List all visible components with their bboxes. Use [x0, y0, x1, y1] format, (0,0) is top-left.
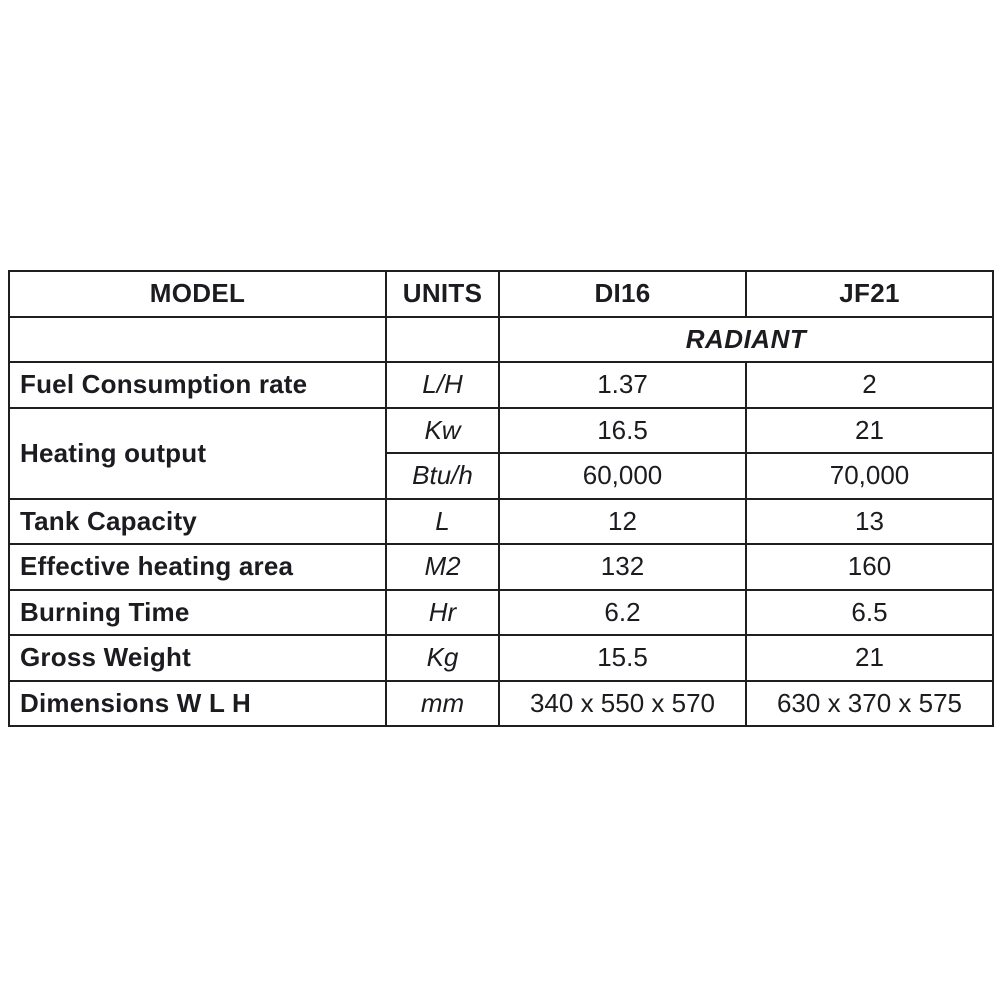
- row-label-gross-weight: Gross Weight: [9, 635, 386, 681]
- type-row-units-cell: [386, 317, 499, 363]
- header-jf21: JF21: [746, 271, 993, 317]
- unit-burning-time: Hr: [386, 590, 499, 636]
- header-units: UNITS: [386, 271, 499, 317]
- unit-dimensions: mm: [386, 681, 499, 727]
- jf21-heating-output-btu: 70,000: [746, 453, 993, 499]
- unit-heating-output-kw: Kw: [386, 408, 499, 454]
- row-label-dimensions: Dimensions W L H: [9, 681, 386, 727]
- table-row-fuel-consumption: [9, 362, 993, 408]
- table-row-burning-time: [9, 590, 993, 636]
- jf21-dimensions: 630 x 370 x 575: [746, 681, 993, 727]
- type-row: [9, 317, 993, 363]
- header-model: MODEL: [9, 271, 386, 317]
- di16-tank-capacity: 12: [499, 499, 746, 545]
- jf21-tank-capacity: 13: [746, 499, 993, 545]
- row-label-effective-heating-area: Effective heating area: [9, 544, 386, 590]
- di16-burning-time: 6.2: [499, 590, 746, 636]
- jf21-fuel-consumption: 2: [746, 362, 993, 408]
- header-row: [9, 271, 993, 317]
- jf21-effective-heating-area: 160: [746, 544, 993, 590]
- unit-effective-heating-area: M2: [386, 544, 499, 590]
- row-label-fuel-consumption: Fuel Consumption rate: [9, 362, 386, 408]
- table-row-dimensions: [9, 681, 993, 727]
- di16-heating-output-kw: 16.5: [499, 408, 746, 454]
- row-label-heating-output: Heating output: [9, 408, 386, 499]
- row-label-tank-capacity: Tank Capacity: [9, 499, 386, 545]
- jf21-heating-output-kw: 21: [746, 408, 993, 454]
- table-row-gross-weight: [9, 635, 993, 681]
- di16-heating-output-btu: 60,000: [499, 453, 746, 499]
- unit-gross-weight: Kg: [386, 635, 499, 681]
- unit-fuel-consumption: L/H: [386, 362, 499, 408]
- di16-gross-weight: 15.5: [499, 635, 746, 681]
- header-di16: DI16: [499, 271, 746, 317]
- unit-tank-capacity: L: [386, 499, 499, 545]
- type-row-model-cell: [9, 317, 386, 363]
- heater-type-cell: RADIANT: [499, 317, 993, 363]
- table-row-tank-capacity: [9, 499, 993, 545]
- di16-effective-heating-area: 132: [499, 544, 746, 590]
- jf21-burning-time: 6.5: [746, 590, 993, 636]
- di16-dimensions: 340 x 550 x 570: [499, 681, 746, 727]
- di16-fuel-consumption: 1.37: [499, 362, 746, 408]
- jf21-gross-weight: 21: [746, 635, 993, 681]
- table-row-effective-heating-area: [9, 544, 993, 590]
- row-label-burning-time: Burning Time: [9, 590, 386, 636]
- unit-heating-output-btu: Btu/h: [386, 453, 499, 499]
- spec-table: [8, 270, 994, 727]
- table-row-heating-output-kw: [9, 408, 993, 454]
